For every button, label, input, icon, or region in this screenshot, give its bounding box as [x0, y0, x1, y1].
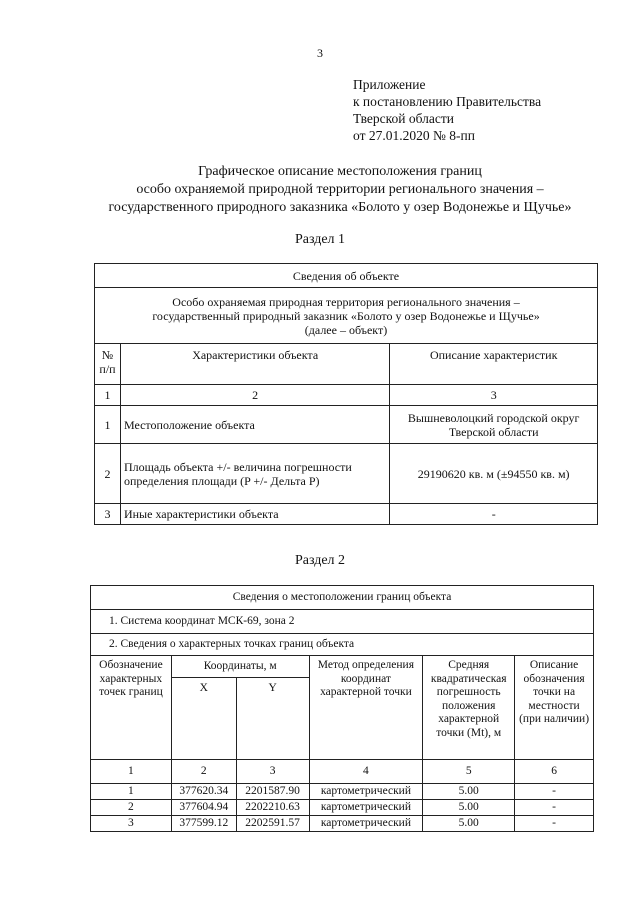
title-line: государственного природного заказника «Болото у озер Водонежье и Щучье» [108, 200, 572, 215]
coord-y: 2202210.63 [236, 800, 309, 816]
row-characteristic: Местоположение объекта [120, 406, 389, 444]
col-index: 2 [120, 385, 389, 406]
object-name-line: (далее – объект) [304, 322, 388, 337]
col-header-num: № п/п [95, 344, 121, 385]
appendix-line: Приложение [353, 77, 426, 92]
col-index: 6 [515, 760, 594, 784]
title-line: особо охраняемой природной территории регионального значения – [136, 182, 544, 197]
point-number: 2 [91, 800, 172, 816]
col-header-x: X [171, 678, 236, 760]
section2-heading: Раздел 2 [294, 553, 346, 568]
mean-error: 5.00 [423, 800, 515, 816]
col-header-char: Характеристики объекта [120, 344, 389, 385]
coord-system: 1. Система координат МСК-69, зона 2 [91, 610, 594, 634]
appendix-line: Тверской области [353, 111, 454, 126]
method: картометрический [309, 816, 423, 832]
object-name-line: Особо охраняемая природная территория регионального значения – [172, 294, 520, 309]
mean-error: 5.00 [423, 784, 515, 800]
row-description: - [390, 504, 598, 525]
method: картометрический [309, 784, 423, 800]
row-number: 2 [95, 444, 121, 504]
row-number: 3 [95, 504, 121, 525]
object-name-line: государственный природный заказник «Болото у озер Водонежье и Щучье» [152, 308, 540, 323]
section1-heading: Раздел 1 [294, 232, 346, 247]
col-header-desc: Описание обозначения точки на местности (при наличии) [515, 656, 594, 760]
table-row [95, 444, 598, 504]
table-row [91, 784, 594, 800]
table-row [91, 816, 594, 832]
page-number: 3 [317, 46, 323, 60]
col-index: 3 [236, 760, 309, 784]
boundary-points-table [90, 585, 594, 832]
row-characteristic: Площадь объекта +/- величина погрешности определения площади (P +/- Дельта P) [120, 444, 389, 504]
col-header-coords: Координаты, м [171, 656, 309, 678]
point-number: 3 [91, 816, 172, 832]
document-title [40, 163, 640, 217]
row-number: 1 [95, 406, 121, 444]
point-description: - [515, 800, 594, 816]
coord-x: 377599.12 [171, 816, 236, 832]
col-index: 4 [309, 760, 423, 784]
col-header-desc: Описание характеристик [390, 344, 598, 385]
appendix-line: от 27.01.2020 № 8-пп [353, 128, 475, 143]
coord-y: 2201587.90 [236, 784, 309, 800]
coord-y: 2202591.57 [236, 816, 309, 832]
table-title: Сведения о местоположении границ объекта [91, 586, 594, 610]
col-header-point: Обозначение характерных точек границ [91, 656, 172, 760]
col-header-y: Y [236, 678, 309, 760]
point-number: 1 [91, 784, 172, 800]
row-characteristic: Иные характеристики объекта [120, 504, 389, 525]
row-description: Вышневолоцкий городской округ Тверской области [390, 406, 598, 444]
col-header-error: Средняя квадратическая погрешность положения характерной точки (Mt), м [423, 656, 515, 760]
col-index: 1 [91, 760, 172, 784]
object-info-table [94, 263, 598, 525]
coord-x: 377604.94 [171, 800, 236, 816]
col-index: 5 [423, 760, 515, 784]
title-line: Графическое описание местоположения границ [198, 164, 482, 179]
col-header-method: Метод определения координат характерной точки [309, 656, 423, 760]
points-title: 2. Сведения о характерных точках границ объекта [91, 634, 594, 656]
method: картометрический [309, 800, 423, 816]
table-title: Сведения об объекте [95, 264, 598, 288]
table-row [95, 504, 598, 525]
point-description: - [515, 784, 594, 800]
object-name [95, 288, 598, 344]
col-index: 2 [171, 760, 236, 784]
col-index: 1 [95, 385, 121, 406]
coord-x: 377620.34 [171, 784, 236, 800]
appendix-line: к постановлению Правительства [353, 94, 542, 109]
table-row [95, 406, 598, 444]
row-description: 29190620 кв. м (±94550 кв. м) [390, 444, 598, 504]
col-index: 3 [390, 385, 598, 406]
point-description: - [515, 816, 594, 832]
mean-error: 5.00 [423, 816, 515, 832]
table-row [91, 800, 594, 816]
appendix-block [353, 76, 541, 144]
